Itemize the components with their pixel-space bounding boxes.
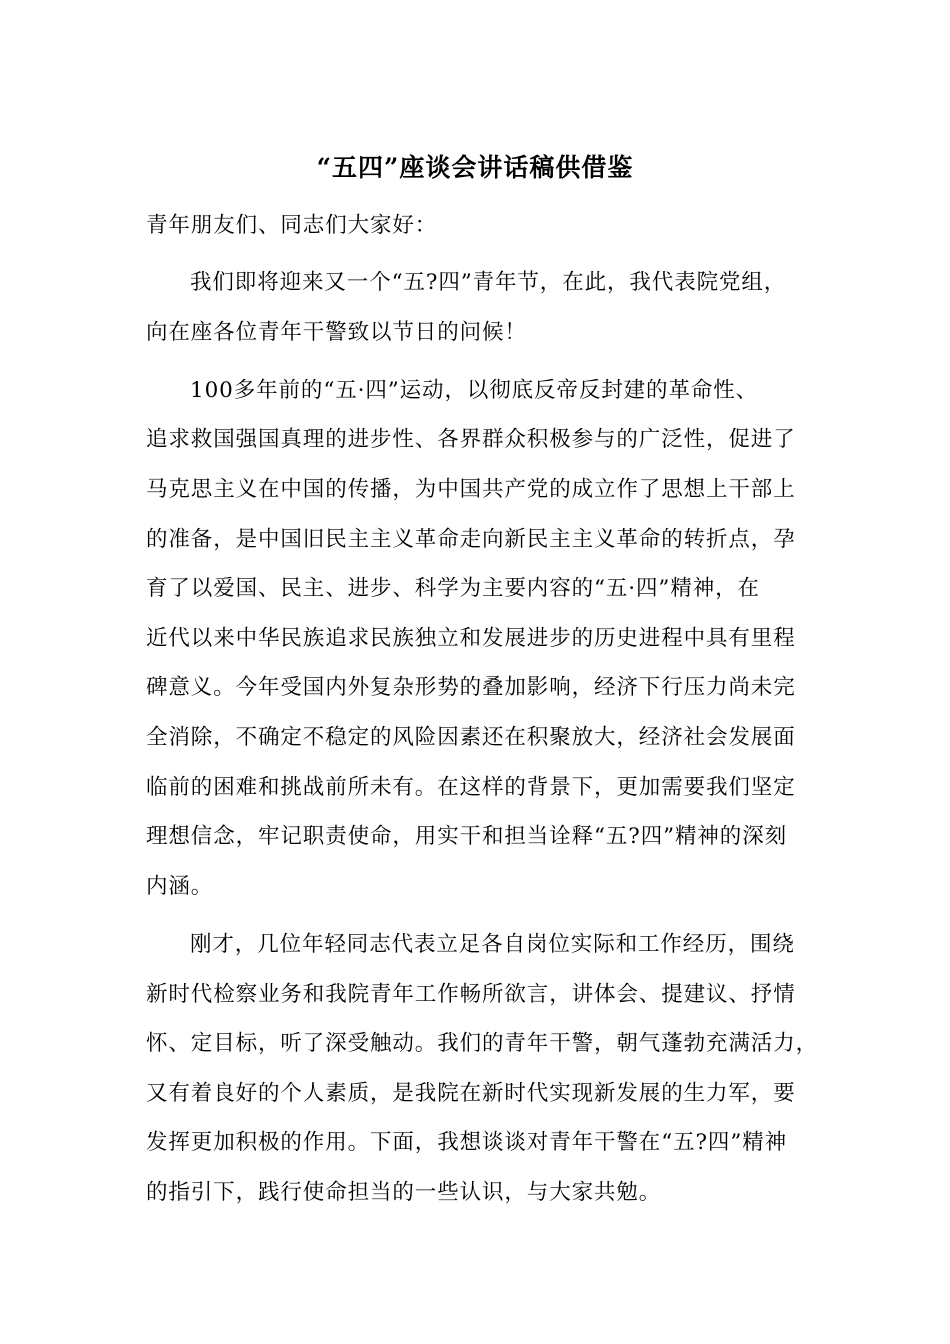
paragraph-3-line-3: 怀、定目标，听了深受触动。我们的青年干警，朝气蓬勃充满活力， [146,1031,819,1056]
paragraph-2-line-5: 育了以爱国、民主、进步、科学为主要内容的“五·四”精神，在 [146,576,760,601]
paragraph-1-line-2: 向在座各位青年干警致以节日的问候！ [146,320,527,345]
greeting-line: 青年朋友们、同志们大家好： [146,213,438,238]
paragraph-2-line-4: 的准备，是中国旧民主主义革命走向新民主主义革命的转折点，孕 [146,527,796,552]
paragraph-3-line-4: 又有着良好的个人素质，是我院在新时代实现新发展的生力军，要 [146,1081,796,1106]
paragraph-2-line-6: 近代以来中华民族追求民族独立和发展进步的历史进程中具有里程 [146,626,796,651]
paragraph-2-line-1: 100多年前的“五·四”运动，以彻底反帝反封建的革命性、 [190,378,759,403]
paragraph-2-line-9: 临前的困难和挑战前所未有。在这样的背景下，更加需要我们坚定 [146,775,796,800]
paragraph-3-line-1: 刚才，几位年轻同志代表立足各自岗位实际和工作经历，围绕 [190,932,795,957]
paragraph-2-line-10: 理想信念，牢记职责使命，用实干和担当诠释“五?四”精神的深刻 [146,824,788,849]
paragraph-3-line-5: 发挥更加积极的作用。下面，我想谈谈对青年干警在“五?四”精神 [146,1130,788,1155]
paragraph-2-line-7: 碑意义。今年受国内外复杂形势的叠加影响，经济下行压力尚未完 [146,675,796,700]
paragraph-2-line-11: 内涵。 [146,874,214,899]
document-title: “五四”座谈会讲话稿供借鉴 [316,153,634,182]
paragraph-1-line-1: 我们即将迎来又一个“五?四”青年节，在此，我代表院党组， [190,270,787,295]
paragraph-3-line-6: 的指引下，践行使命担当的一些认识，与大家共勉。 [146,1180,662,1205]
paragraph-3-line-2: 新时代检察业务和我院青年工作畅所欲言，讲体会、提建议、抒情 [146,982,796,1007]
paragraph-2-line-3: 马克思主义在中国的传播，为中国共产党的成立作了思想上干部上 [146,477,796,502]
paragraph-2-line-2: 追求救国强国真理的进步性、各界群众积极参与的广泛性，促进了 [146,427,796,452]
paragraph-2-line-8: 全消除，不确定不稳定的风险因素还在积聚放大，经济社会发展面 [146,725,796,750]
